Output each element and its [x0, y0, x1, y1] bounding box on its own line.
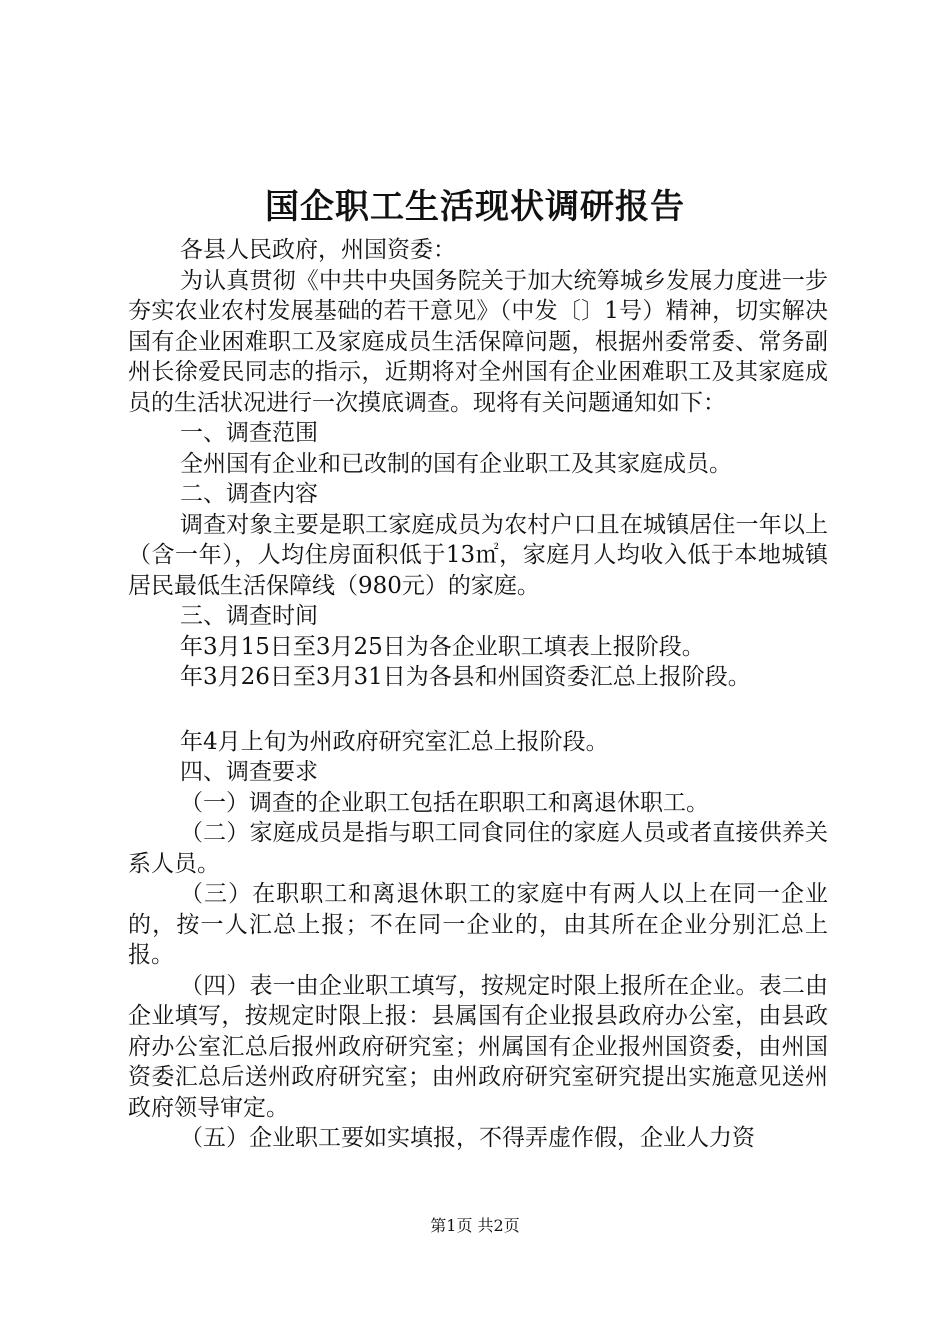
requirement-5: （五）企业职工要如实填报，不得弄虚作假，企业人力资	[180, 1125, 755, 1151]
time-paragraph-2: 年3月26日至3月31日为各县和州国资委汇总上报阶段。	[180, 664, 751, 690]
requirement-3: （三）在职职工和离退休职工的家庭中有两人以上在同一企业的，按一人汇总上报；不在同一企业的，由其所在企业分别汇总上报。	[128, 881, 828, 968]
document-body	[128, 235, 828, 1154]
requirement-2: （二）家庭成员是指与职工同食同住的家庭人员或者直接供养关系人员。	[128, 820, 828, 877]
content-paragraph: 调查对象主要是职工家庭成员为农村户口且在城镇居住一年以上（含一年），人均住房面积低于13㎡，家庭月人均收入低于本地城镇居民最低生活保障线（980元）的家庭。	[128, 511, 828, 599]
salutation: 各县人民政府，州国资委：	[180, 237, 456, 263]
document-title: 国企职工生活现状调研报告	[265, 187, 685, 227]
requirement-4: （四）表一由企业职工填写，按规定时限上报所在企业。表二由企业填写，按规定时限上报：县属国有企业报县政府办公室，由县政府办公室汇总后报州政府研究室；州属国有企业报州国资委，由州国资委汇总后送州政府研究室；由州政府研究室研究提出实施意见送州政府领导审定。	[128, 972, 828, 1121]
section-heading-scope: 一、调查范围	[180, 420, 318, 446]
requirement-1: （一）调查的企业职工包括在职职工和离退休职工。	[180, 789, 709, 816]
time-paragraph-1: 年3月15日至3月25日为各企业职工填表上报阶段。	[180, 633, 705, 660]
section-heading-content: 二、调查内容	[180, 481, 318, 507]
time-paragraph-3: 年4月上旬为州政府研究室汇总上报阶段。	[180, 728, 609, 755]
page-footer: 第1页 共2页	[430, 1216, 520, 1235]
section-heading-requirements: 四、调查要求	[180, 759, 318, 785]
intro-paragraph: 为认真贯彻《中共中央国务院关于加大统筹城乡发展力度进一步夯实农业农村发展基础的若干意见》（中发〔〕1号）精神，切实解决国有企业困难职工及家庭成员生活保障问题，根据州委常委、常务副州长徐爱民同志的指示，近期将对全州国有企业困难职工及其家庭成员的生活状况进行一次摸底调查。现将有关问题通知如下：	[128, 267, 828, 416]
section-heading-time: 三、调查时间	[180, 603, 318, 629]
scope-paragraph: 全州国有企业和已改制的国有企业职工及其家庭成员。	[180, 450, 732, 477]
blank-line	[128, 693, 828, 727]
